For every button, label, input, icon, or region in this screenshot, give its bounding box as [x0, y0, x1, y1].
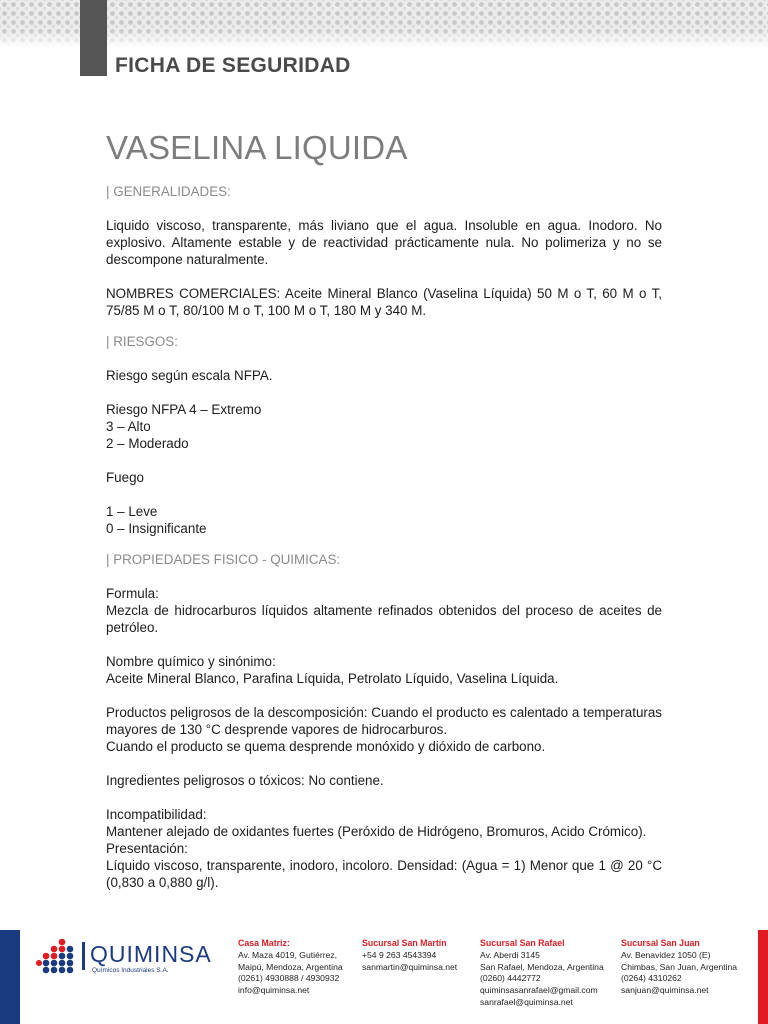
branch-line: (0260) 4442772 [480, 973, 541, 984]
nombre-quimico-text: Aceite Mineral Blanco, Parafina Líquida, Petrolato Líquido, Vaselina Líquida. [106, 671, 559, 686]
branch-email: sanmartin@quiminsa.net [362, 961, 458, 972]
branch-title: Casa Matriz: [238, 938, 290, 948]
branch-title: Sucursal San Rafael [480, 938, 565, 948]
branch-san-juan [621, 938, 737, 997]
fuego-label: Fuego [106, 470, 144, 485]
nfpa-line: Riesgo NFPA 4 – Extremo [106, 402, 262, 417]
nombre-quimico-label: Nombre químico y sinónimo: [106, 654, 276, 669]
branch-line: San Rafael, Mendoza, Argentina [480, 961, 604, 972]
nfpa-line: 3 – Alto [106, 419, 151, 434]
document-body [106, 183, 662, 891]
incompatibilidad-label: Incompatibilidad: [106, 807, 207, 822]
presentacion-text: Líquido viscoso, transparente, inodoro, incoloro. Densidad: (Agua = 1) Menor que 1 @ 20 °C (0,830 a 0,880 g/l). [106, 858, 662, 890]
branch-san-martin [362, 938, 457, 973]
ingredientes-text: Ingredientes peligrosos o tóxicos: No contiene. [106, 773, 384, 788]
header-accent-bar [80, 0, 107, 76]
branch-line: +54 9 263 4543394 [362, 949, 437, 960]
fuego-list [106, 503, 662, 537]
footer-blue-edge [0, 930, 20, 1024]
fuego-line: 1 – Leve [106, 504, 158, 519]
header-title: FICHA DE SEGURIDAD [115, 54, 351, 77]
presentacion-label: Presentación: [106, 841, 188, 856]
branch-san-rafael [480, 938, 604, 1009]
branch-title: Sucursal San Juan [621, 938, 700, 948]
fuego-line: 0 – Insignificante [106, 521, 207, 536]
branch-title: Sucursal San Martín [362, 938, 447, 948]
branch-line: Av. Aberdi 3145 [480, 949, 540, 960]
branch-line: Av. Maza 4019, Gutiérrez, [238, 949, 338, 960]
formula-label: Formula: [106, 586, 159, 601]
branch-email: quiminsasanrafael@gmail.com [480, 985, 598, 996]
productos-peligrosos-text: Productos peligrosos de la descomposición: Cuando el producto es calentado a temperaturas mayores de 130 °C desprende vapores de hidrocarburos. [106, 705, 662, 737]
formula-text: Mezcla de hidrocarburos líquidos altamente refinados obtenidos del proceso de aceites de petróleo. [106, 603, 662, 635]
generalidades-paragraph: Liquido viscoso, transparente, más liviano que el agua. Insoluble en agua. Inodoro. No explosivo. Altamente estable y de reactividad prácticamente nula. No polimeriza y no se descompone naturalmente. [106, 218, 662, 267]
footer-red-edge [758, 930, 768, 1024]
quiminsa-logo-icon [36, 938, 80, 974]
section-heading-generalidades: | GENERALIDADES: [106, 184, 231, 199]
branch-email: info@quiminsa.net [238, 985, 310, 996]
nfpa-list [106, 401, 662, 452]
branch-casa-matriz [238, 938, 343, 997]
page-footer [0, 930, 768, 1024]
branch-email: sanjuan@quiminsa.net [621, 985, 709, 996]
company-name: QUIMINSA [90, 941, 212, 967]
branch-email: sanrafael@quiminsa.net [480, 996, 573, 1007]
nombres-comerciales-paragraph: NOMBRES COMERCIALES: Aceite Mineral Blanco (Vaselina Líquida) 50 M o T, 60 M o T, 75/85 M o T, 80/100 M o T, 100 M o T, 180 M y 340 M. [106, 286, 662, 318]
section-heading-riesgos: | RIESGOS: [106, 334, 178, 349]
branch-line: Av. Benavidez 1050 (E) [621, 949, 711, 960]
branch-line: Chimbas, San Juan, Argentina [621, 961, 738, 972]
logo-separator [82, 942, 85, 970]
company-tagline: Químicos Industriales S.A. [92, 967, 169, 974]
incompatibilidad-text: Mantener alejado de oxidantes fuertes (Peróxido de Hidrógeno, Bromuros, Acido Crómico). [106, 824, 647, 839]
branch-line: (0264) 4310262 [621, 973, 682, 984]
riesgo-escala-text: Riesgo según escala NFPA. [106, 368, 273, 383]
document-title: VASELINA LIQUIDA [106, 129, 408, 166]
header-pattern-fade [0, 30, 768, 48]
nfpa-line: 2 – Moderado [106, 436, 189, 451]
branch-line: (0261) 4930888 / 4930932 [238, 973, 340, 984]
branch-line: Maipú, Mendoza, Argentina [238, 961, 343, 972]
productos-combustion-text: Cuando el producto se quema desprende monóxido y dióxido de carbono. [106, 739, 546, 754]
section-heading-propiedades: | PROPIEDADES FISICO - QUIMICAS: [106, 552, 341, 567]
